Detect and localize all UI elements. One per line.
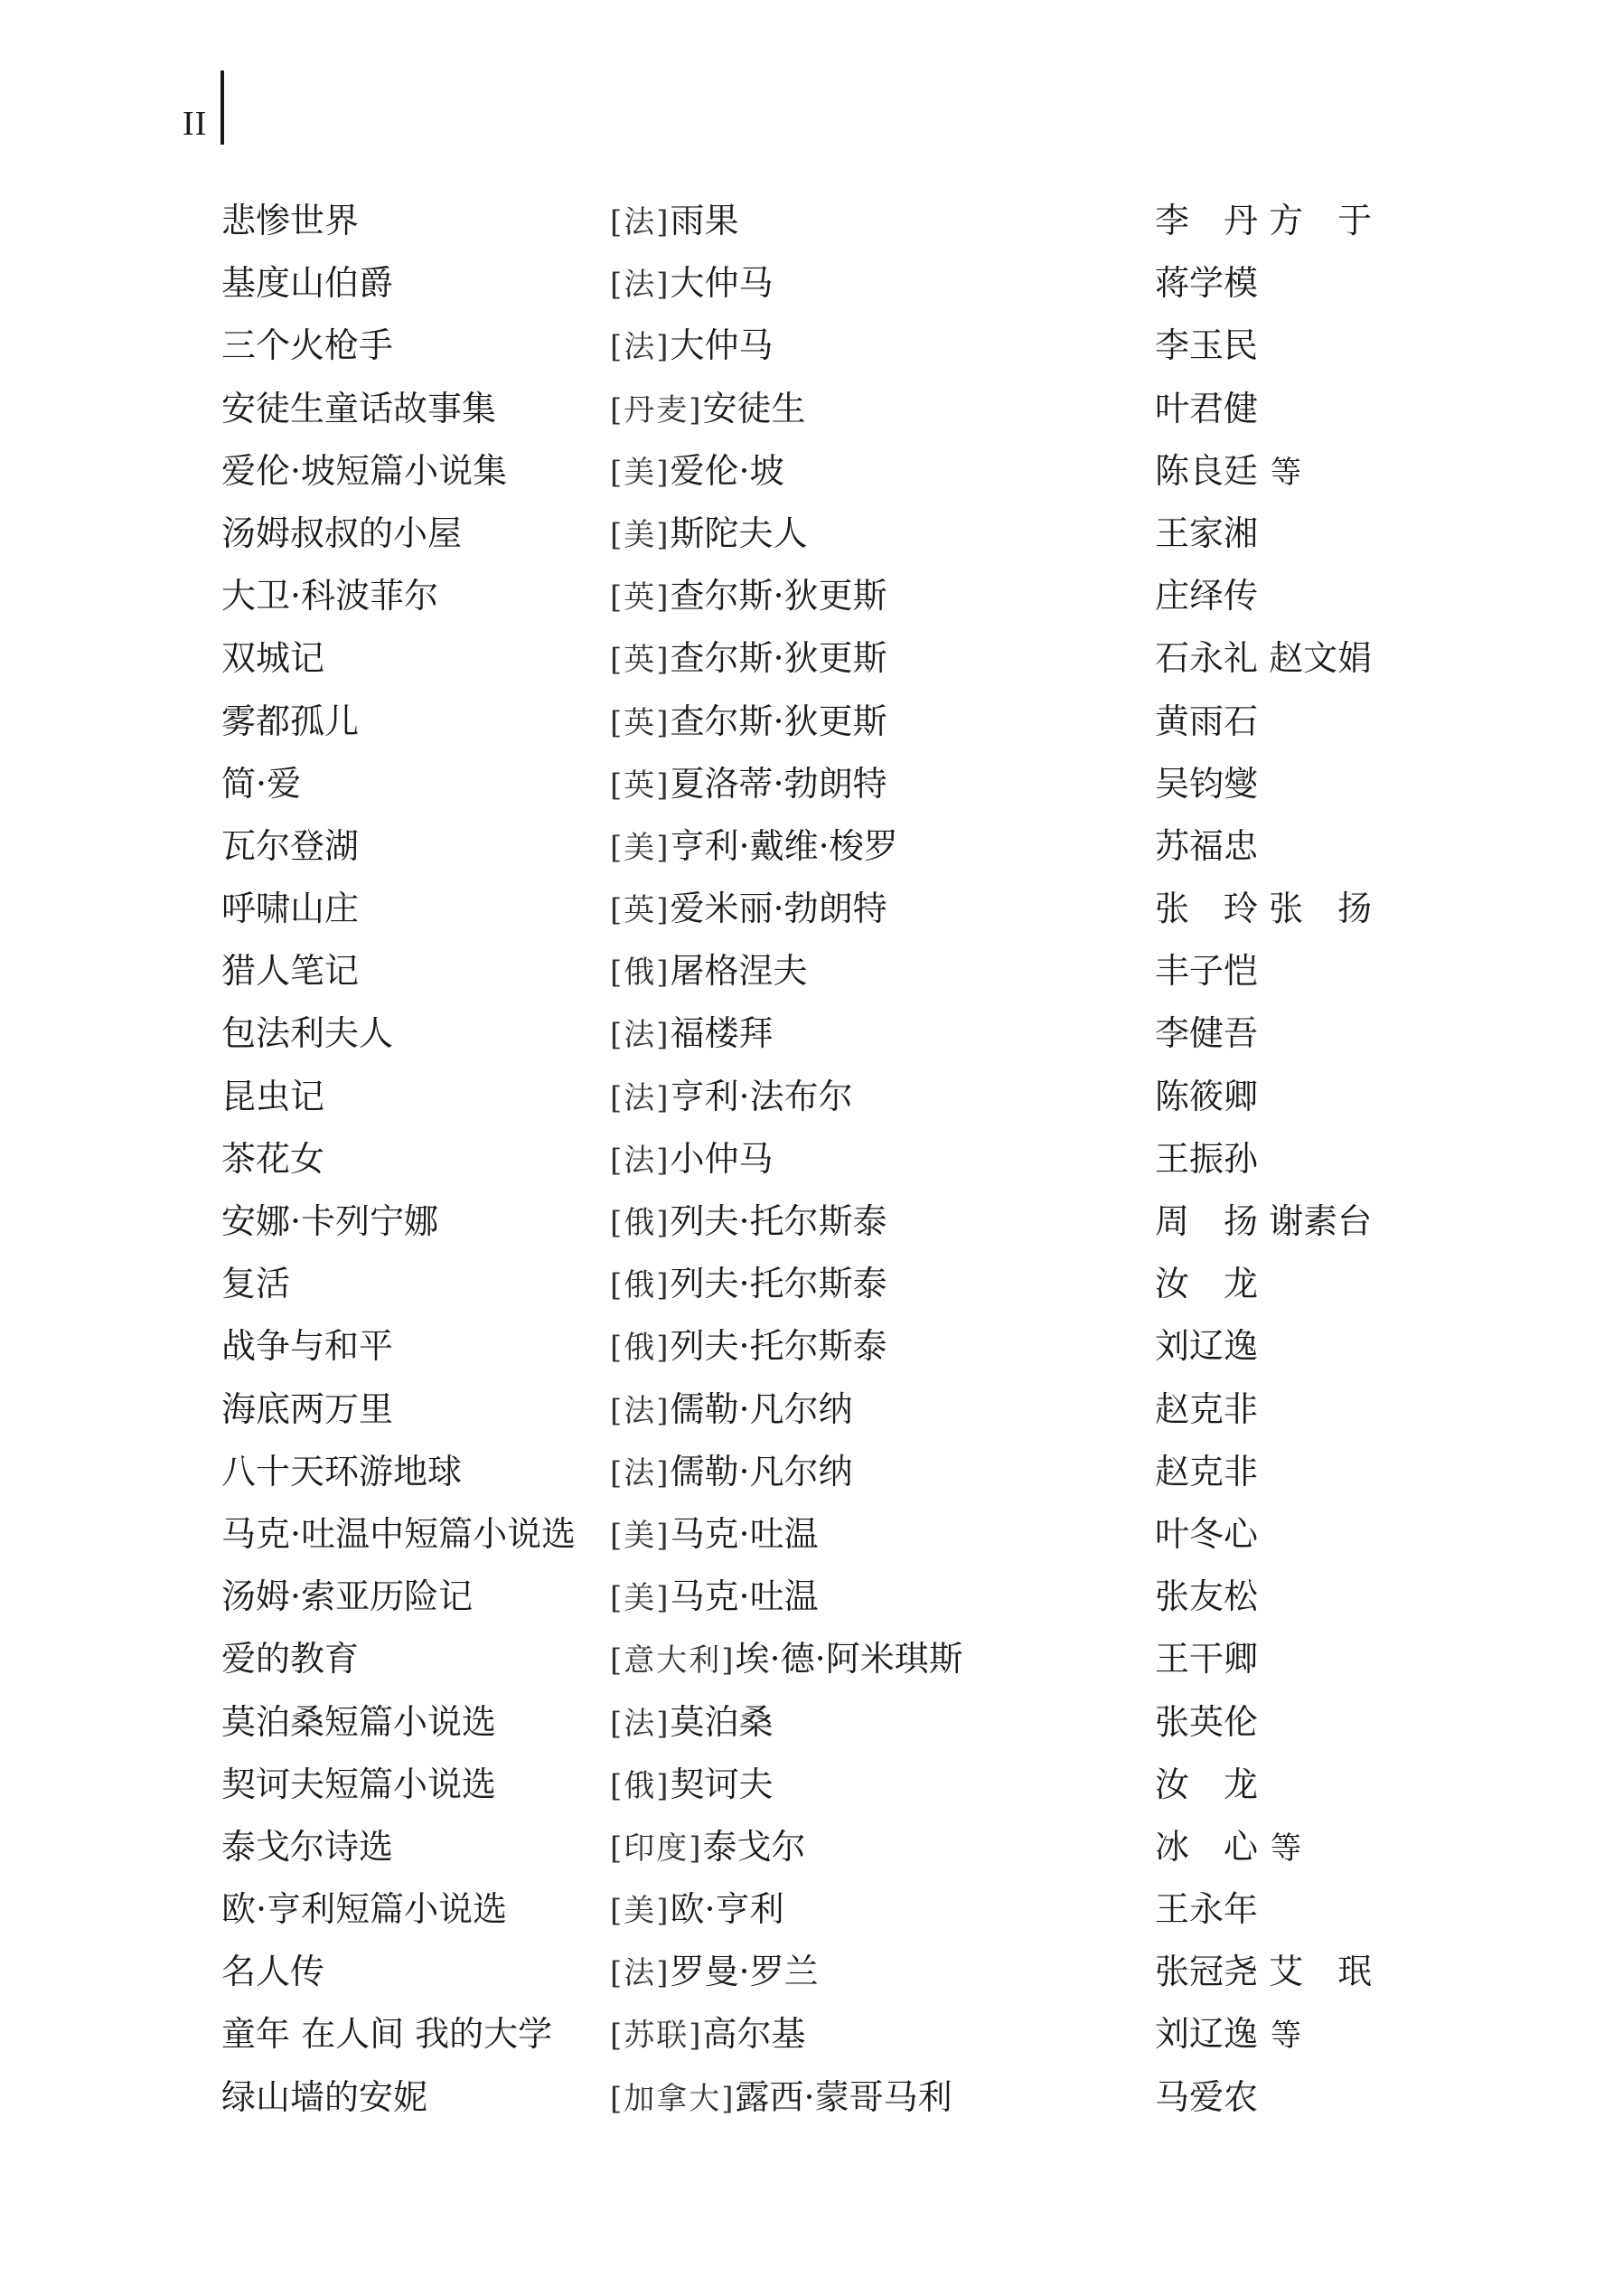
author-name: 泰戈尔 (702, 1826, 806, 1867)
book-title: 汤姆叔叔的小屋 (221, 513, 463, 553)
author-cell (610, 1253, 887, 1317)
author-country: [法] (610, 329, 671, 366)
author-name: 大仲马 (670, 263, 774, 304)
translator-name: 张冠尧 艾 珉 (1155, 1952, 1373, 1992)
author-name: 儒勒·凡尔纳 (670, 1451, 853, 1491)
translator-name: 张英伦 (1155, 1701, 1259, 1742)
author-cell (610, 878, 887, 942)
author-cell (610, 1379, 853, 1443)
author-cell (610, 252, 774, 316)
book-title: 悲惨世界 (221, 201, 360, 240)
author-country: [加拿大] (610, 2080, 736, 2117)
translator-name: 陈筱卿 (1155, 1076, 1259, 1116)
book-entry (221, 1066, 1487, 1128)
book-entry (221, 440, 1487, 503)
book-entry (221, 753, 1487, 815)
translator-name: 王振孙 (1155, 1138, 1259, 1179)
book-title: 呼啸山庄 (221, 889, 360, 929)
author-name: 高尔基 (702, 2014, 806, 2055)
book-title: 八十天环游地球 (221, 1451, 463, 1491)
author-country: [美] (610, 829, 671, 866)
translator-cell (1155, 2066, 1258, 2129)
author-cell (610, 1628, 963, 1692)
book-entry (221, 691, 1487, 753)
book-title: 马克·吐温中短篇小说选 (221, 1513, 577, 1554)
translator-name: 赵克非 (1155, 1388, 1259, 1429)
translator-cell (1155, 1190, 1372, 1253)
author-cell (610, 440, 784, 504)
translator-cell (1155, 1128, 1258, 1190)
book-title: 双城记 (221, 638, 325, 679)
author-country: [英] (610, 579, 671, 616)
translator-name: 蒋学模 (1155, 263, 1259, 304)
translator-cell (1155, 190, 1372, 252)
book-title: 茶花女 (221, 1138, 325, 1179)
author-name: 查尔斯·狄更斯 (670, 638, 887, 679)
book-title: 战争与和平 (221, 1326, 394, 1367)
book-entry (221, 2003, 1487, 2065)
book-title: 雾都孤儿 (221, 701, 360, 741)
translator-name: 石永礼 赵文娟 (1155, 638, 1373, 679)
book-title: 海底两万里 (221, 1388, 394, 1429)
author-country: [法] (610, 1017, 671, 1054)
book-entry (221, 1566, 1487, 1628)
author-name: 欧·亨利 (670, 1889, 784, 1930)
book-title: 汤姆·索亚历险记 (221, 1576, 474, 1617)
translator-cell (1155, 315, 1258, 377)
book-list (221, 190, 1487, 2129)
translator-name: 汝 龙 (1155, 1764, 1259, 1804)
author-country: [英] (610, 892, 671, 929)
translator-cell (1155, 1566, 1258, 1628)
translator-cell (1155, 1941, 1372, 2003)
book-entry (221, 1503, 1487, 1566)
translator-name: 陈良廷 (1155, 450, 1259, 491)
header-rule (220, 71, 224, 145)
translator-cell (1155, 252, 1258, 315)
author-country: [英] (610, 642, 671, 679)
author-country: [法] (610, 1705, 671, 1742)
author-cell (610, 1878, 784, 1943)
author-cell (610, 1190, 887, 1255)
author-name: 亨利·戴维·梭罗 (670, 825, 898, 866)
author-cell (610, 1941, 819, 2005)
author-name: 埃·德·阿米琪斯 (735, 1639, 963, 1680)
book-title: 爱伦·坡短篇小说集 (221, 450, 508, 491)
author-name: 契诃夫 (670, 1764, 774, 1804)
book-title: 复活 (221, 1264, 291, 1304)
translator-cell (1155, 378, 1258, 440)
translator-name: 张 玲 张 扬 (1155, 889, 1373, 929)
author-country: [法] (610, 1392, 671, 1429)
author-cell (610, 1754, 774, 1818)
author-country: [法] (610, 204, 671, 240)
book-title: 泰戈尔诗选 (221, 1826, 394, 1867)
translator-cell (1155, 1441, 1258, 1503)
translator-name: 庄绎传 (1155, 576, 1259, 616)
author-name: 罗曼·罗兰 (670, 1952, 819, 1992)
author-cell (610, 1002, 774, 1067)
book-entry (221, 627, 1487, 690)
translator-suffix: 等 (1271, 2018, 1302, 2055)
book-entry (221, 1878, 1487, 1941)
author-country: [美] (610, 1893, 671, 1930)
book-title: 简·爱 (221, 763, 302, 804)
author-name: 马克·吐温 (670, 1513, 819, 1554)
translator-name: 马爱农 (1155, 2076, 1259, 2117)
author-name: 大仲马 (670, 325, 774, 366)
book-entry (221, 940, 1487, 1002)
author-name: 查尔斯·狄更斯 (670, 701, 887, 741)
author-name: 列夫·托尔斯泰 (670, 1201, 887, 1241)
author-country: [法] (610, 1454, 671, 1491)
author-name: 马克·吐温 (670, 1576, 819, 1617)
author-cell (610, 565, 887, 629)
author-name: 莫泊桑 (670, 1701, 774, 1742)
book-entry (221, 190, 1487, 252)
translator-cell (1155, 940, 1258, 1002)
book-entry (221, 1691, 1487, 1754)
author-cell (610, 1691, 774, 1755)
author-cell (610, 2003, 806, 2067)
author-country: [俄] (610, 955, 671, 992)
book-title: 契诃夫短篇小说选 (221, 1764, 497, 1804)
author-name: 安徒生 (702, 388, 806, 428)
author-name: 屠格涅夫 (670, 951, 808, 992)
translator-name: 叶君健 (1155, 388, 1259, 428)
book-entry (221, 1628, 1487, 1690)
translator-name: 王永年 (1155, 1889, 1259, 1930)
translator-cell (1155, 1066, 1258, 1128)
book-entry (221, 815, 1487, 878)
translator-cell (1155, 1253, 1258, 1315)
author-country: [俄] (610, 1330, 671, 1367)
book-entry (221, 252, 1487, 315)
book-title: 基度山伯爵 (221, 263, 394, 304)
translator-name: 黄雨石 (1155, 701, 1259, 741)
translator-name: 王干卿 (1155, 1639, 1259, 1680)
translator-cell (1155, 2003, 1301, 2067)
author-country: [美] (610, 516, 671, 553)
book-entry (221, 378, 1487, 440)
author-cell (610, 1128, 774, 1192)
translator-name: 王家湘 (1155, 513, 1259, 553)
translator-cell (1155, 1816, 1301, 1880)
book-entry (221, 565, 1487, 627)
author-cell (610, 1441, 853, 1505)
book-title: 包法利夫人 (221, 1013, 394, 1054)
book-entry (221, 1816, 1487, 1878)
translator-cell (1155, 565, 1258, 627)
translator-name: 周 扬 谢素台 (1155, 1201, 1373, 1241)
author-country: [美] (610, 1580, 671, 1617)
author-cell (610, 1816, 806, 1880)
book-entry (221, 1315, 1487, 1378)
author-cell (610, 940, 808, 1004)
author-country: [俄] (610, 1767, 671, 1804)
translator-cell (1155, 1315, 1258, 1378)
author-country: [英] (610, 767, 671, 804)
translator-cell (1155, 1628, 1258, 1690)
author-cell (610, 1566, 819, 1630)
translator-cell (1155, 1379, 1258, 1441)
book-entry (221, 1754, 1487, 1816)
author-name: 爱伦·坡 (670, 450, 784, 491)
book-entry (221, 1190, 1487, 1253)
author-country: [意大利] (610, 1642, 736, 1680)
translator-cell (1155, 440, 1301, 504)
author-country: [法] (610, 1955, 671, 1992)
author-country: [法] (610, 267, 671, 304)
book-title: 安娜·卡列宁娜 (221, 1201, 439, 1241)
book-title: 莫泊桑短篇小说选 (221, 1701, 497, 1742)
book-entry (221, 503, 1487, 565)
translator-cell (1155, 1002, 1258, 1065)
translator-name: 刘辽逸 (1155, 1326, 1259, 1367)
book-entry (221, 1128, 1487, 1190)
book-entry (221, 1379, 1487, 1441)
book-entry (221, 1002, 1487, 1065)
book-title: 猎人笔记 (221, 951, 360, 992)
book-title: 绿山墙的安妮 (221, 2076, 428, 2117)
translator-cell (1155, 1503, 1258, 1566)
author-country: [俄] (610, 1267, 671, 1304)
author-name: 露西·蒙哥马利 (735, 2076, 952, 2117)
author-name: 查尔斯·狄更斯 (670, 576, 887, 616)
translator-name: 赵克非 (1155, 1451, 1259, 1491)
translator-cell (1155, 815, 1258, 878)
author-cell (610, 1503, 819, 1567)
author-country: [丹麦] (610, 391, 703, 428)
translator-cell (1155, 1878, 1258, 1941)
author-name: 列夫·托尔斯泰 (670, 1326, 887, 1367)
page-number: II (183, 105, 208, 143)
author-country: [苏联] (610, 2018, 703, 2055)
author-country: [法] (610, 1079, 671, 1116)
translator-suffix: 等 (1271, 454, 1302, 491)
book-entry (221, 315, 1487, 377)
author-cell (610, 1315, 887, 1379)
author-name: 亨利·法布尔 (670, 1076, 853, 1116)
author-cell (610, 378, 806, 442)
translator-name: 汝 龙 (1155, 1264, 1259, 1304)
author-cell (610, 815, 898, 880)
author-name: 小仲马 (670, 1138, 774, 1179)
translator-name: 冰 心 (1155, 1826, 1259, 1867)
author-cell (610, 190, 739, 254)
book-title: 昆虫记 (221, 1076, 325, 1116)
book-entry (221, 878, 1487, 940)
author-name: 爱米丽·勃朗特 (670, 889, 887, 929)
author-name: 儒勒·凡尔纳 (670, 1388, 853, 1429)
translator-cell (1155, 627, 1372, 690)
translator-cell (1155, 878, 1372, 940)
translator-name: 李健吾 (1155, 1013, 1259, 1054)
author-cell (610, 691, 887, 755)
translator-name: 刘辽逸 (1155, 2014, 1259, 2055)
author-cell (610, 315, 774, 379)
author-cell (610, 503, 808, 567)
book-title: 安徒生童话故事集 (221, 388, 497, 428)
translator-name: 张友松 (1155, 1576, 1259, 1617)
author-cell (610, 627, 887, 692)
book-title: 三个火枪手 (221, 325, 394, 366)
author-country: [美] (610, 454, 671, 491)
author-cell (610, 2066, 952, 2131)
author-name: 雨果 (670, 201, 739, 240)
book-entry (221, 2066, 1487, 2129)
translator-name: 苏福忠 (1155, 825, 1259, 866)
translator-cell (1155, 753, 1258, 815)
book-title: 瓦尔登湖 (221, 825, 360, 866)
translator-cell (1155, 1691, 1258, 1754)
author-name: 列夫·托尔斯泰 (670, 1264, 887, 1304)
author-country: [印度] (610, 1830, 703, 1867)
book-entry (221, 1441, 1487, 1503)
book-title: 欧·亨利短篇小说选 (221, 1889, 508, 1930)
translator-suffix: 等 (1271, 1830, 1302, 1867)
author-cell (610, 753, 887, 817)
book-entry (221, 1941, 1487, 2003)
translator-cell (1155, 691, 1258, 753)
book-title: 童年 在人间 我的大学 (221, 2014, 553, 2055)
translator-name: 李玉民 (1155, 325, 1259, 366)
author-country: [俄] (610, 1205, 671, 1241)
book-title: 爱的教育 (221, 1639, 360, 1680)
author-name: 福楼拜 (670, 1013, 774, 1054)
book-title: 名人传 (221, 1952, 325, 1992)
translator-cell (1155, 1754, 1258, 1816)
translator-name: 李 丹 方 于 (1155, 201, 1373, 240)
translator-cell (1155, 503, 1258, 565)
author-country: [英] (610, 704, 671, 741)
author-country: [法] (610, 1142, 671, 1179)
author-name: 夏洛蒂·勃朗特 (670, 763, 887, 804)
translator-name: 吴钧燮 (1155, 763, 1259, 804)
translator-name: 丰子恺 (1155, 951, 1259, 992)
author-name: 斯陀夫人 (670, 513, 808, 553)
book-entry (221, 1253, 1487, 1315)
author-cell (610, 1066, 853, 1130)
author-country: [美] (610, 1517, 671, 1554)
book-title: 大卫·科波菲尔 (221, 576, 439, 616)
translator-name: 叶冬心 (1155, 1513, 1259, 1554)
